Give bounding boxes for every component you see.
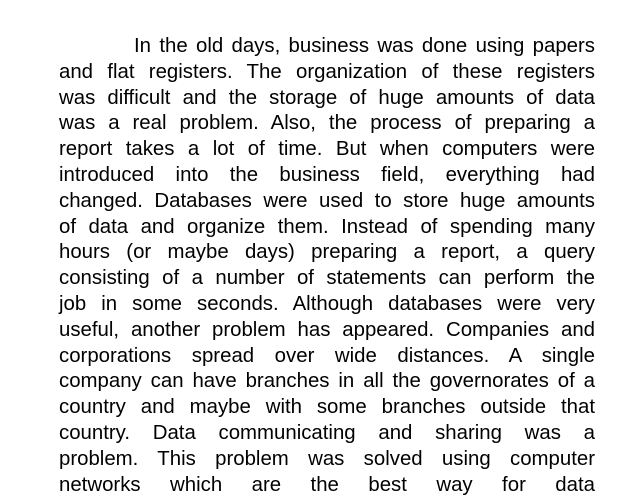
text-line: problem. This problem was solved using computer — [59, 447, 595, 470]
text-line: was difficult and the storage of huge amounts of data — [59, 86, 595, 109]
text-line: consisting of a number of statements can perform the — [59, 267, 595, 290]
text-line: corporations spread over wide distances. A single — [59, 344, 595, 367]
text-line: changed. Databases were used to store huge amounts — [59, 189, 595, 212]
text-line: report takes a lot of time. But when computers were — [59, 138, 595, 161]
text-line: introduced into the business field, everything had — [59, 163, 595, 186]
text-line: was a real problem. Also, the process of preparing a — [59, 112, 595, 135]
text-line: country and maybe with some branches outside that — [59, 396, 595, 419]
text-line: of data and organize them. Instead of spending many — [59, 215, 595, 238]
text-line: hours (or maybe days) preparing a report, a query — [59, 241, 595, 264]
body-paragraph — [59, 34, 595, 498]
text-line: and flat registers. The organization of these registers — [59, 60, 595, 83]
text-line: country. Data communicating and sharing was a — [59, 421, 595, 444]
text-line: job in some seconds. Although databases were very — [59, 292, 595, 315]
text-line: networks which are the best way for data — [59, 473, 595, 496]
text-line: company can have branches in all the governorates of a — [59, 370, 595, 393]
text-line: In the old days, business was done using papers — [134, 35, 595, 57]
text-line: useful, another problem has appeared. Companies and — [59, 318, 595, 341]
